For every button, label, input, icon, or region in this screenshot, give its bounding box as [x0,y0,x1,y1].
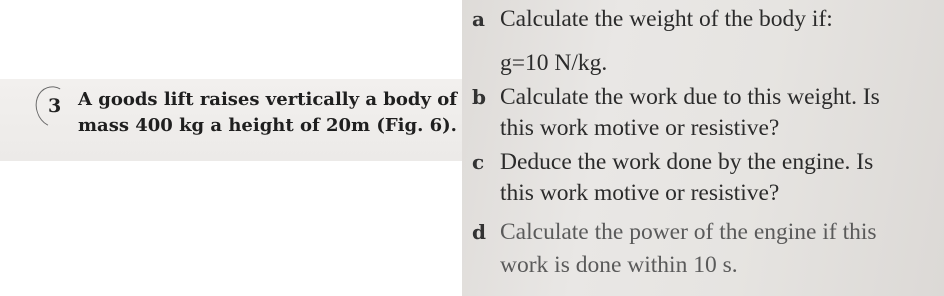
question-b-letter: b [472,85,486,109]
question-c-line-2: this work motive or resistive? [500,180,780,206]
question-c-letter: c [472,150,485,174]
problem-statement [78,87,458,139]
question-b-line-1: Calculate the work due to this weight. Is [500,84,880,110]
problem-number: 3 [48,95,62,117]
problem-line-2: mass 400 kg a height of 20m (Fig. 6). [78,115,457,136]
question-a-line-2: g=10 N/kg. [500,50,608,76]
question-a-line-1: Calculate the weight of the body if: [500,6,833,32]
question-b-line-2: this work motive or resistive? [500,115,780,141]
question-d-line-1: Calculate the power of the engine if this [500,219,877,245]
question-d-letter: d [472,220,486,244]
problem-line-1: A goods lift raises vertically a body of [78,89,457,110]
question-a-letter: a [472,7,485,31]
question-d-line-2: work is done within 10 s. [500,252,738,278]
questions-panel [462,0,944,296]
question-c-line-1: Deduce the work done by the engine. Is [500,149,874,175]
